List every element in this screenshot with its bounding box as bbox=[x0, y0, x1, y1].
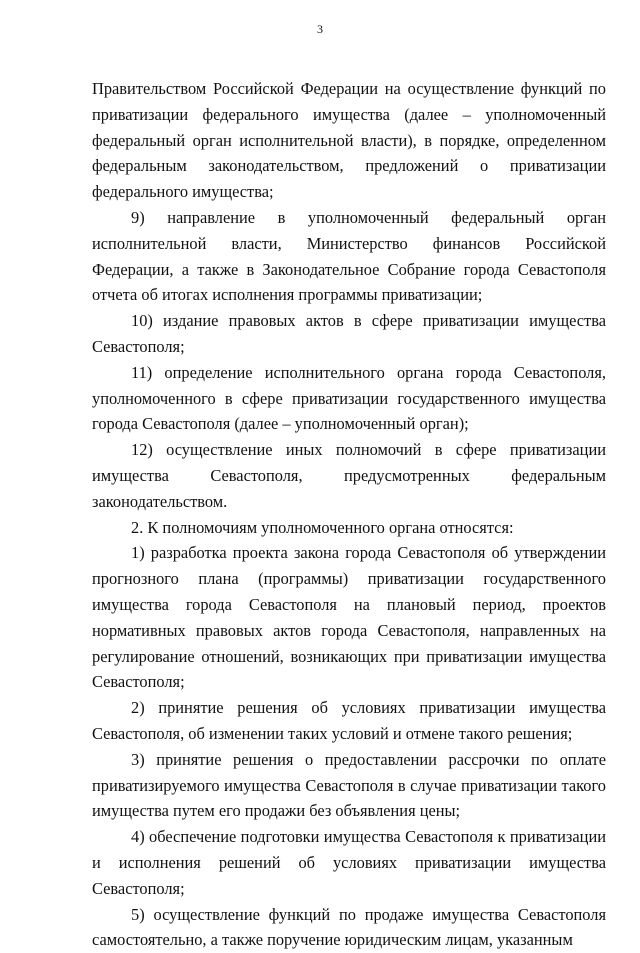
paragraph-continuation: Правительством Российской Федерации на осуществление функций по приватизации федерального имущества (далее – уполномоченный федеральный орган исполнительной власти), в порядке, определенном федеральным законодательством, предложений о приватизации федерального имущества; bbox=[92, 76, 606, 205]
section-2-heading: 2. К полномочиям уполномоченного органа относятся: bbox=[92, 515, 606, 541]
paragraph-2-item-5: 5) осуществление функций по продаже имущества Севастополя самостоятельно, а также поручение юридическим лицам, указанным bbox=[92, 902, 606, 953]
paragraph-2-item-4: 4) обеспечение подготовки имущества Севастополя к приватизации и исполнения решений об условиях приватизации имущества Севастополя; bbox=[92, 824, 606, 901]
paragraph-item-11: 11) определение исполнительного органа города Севастополя, уполномоченного в сфере приватизации государственного имущества города Севастополя (далее – уполномоченный орган); bbox=[92, 360, 606, 437]
page-number: 3 bbox=[0, 22, 640, 37]
paragraph-2-item-2: 2) принятие решения об условиях приватизации имущества Севастополя, об изменении таких условий и отмене такого решения; bbox=[92, 695, 606, 747]
paragraph-item-10: 10) издание правовых актов в сфере приватизации имущества Севастополя; bbox=[92, 308, 606, 360]
paragraph-2-item-3: 3) принятие решения о предоставлении рассрочки по оплате приватизируемого имущества Севастополя в случае приватизации такого имущества путем его продажи без объявления цены; bbox=[92, 747, 606, 824]
paragraph-2-item-1: 1) разработка проекта закона города Севастополя об утверждении прогнозного плана (программы) приватизации государственного имущества города Севастополя на плановый период, проектов нормативных правовых актов города Севастополя, направленных на регулирование отношений, возникающих при приватизации имущества Севастополя; bbox=[92, 540, 606, 695]
document-body bbox=[92, 76, 606, 953]
paragraph-item-12: 12) осуществление иных полномочий в сфере приватизации имущества Севастополя, предусмотренных федеральным законодательством. bbox=[92, 437, 606, 514]
paragraph-item-9: 9) направление в уполномоченный федеральный орган исполнительной власти, Министерство финансов Российской Федерации, а также в Законодательное Собрание города Севастополя отчета об итогах исполнения программы приватизации; bbox=[92, 205, 606, 308]
